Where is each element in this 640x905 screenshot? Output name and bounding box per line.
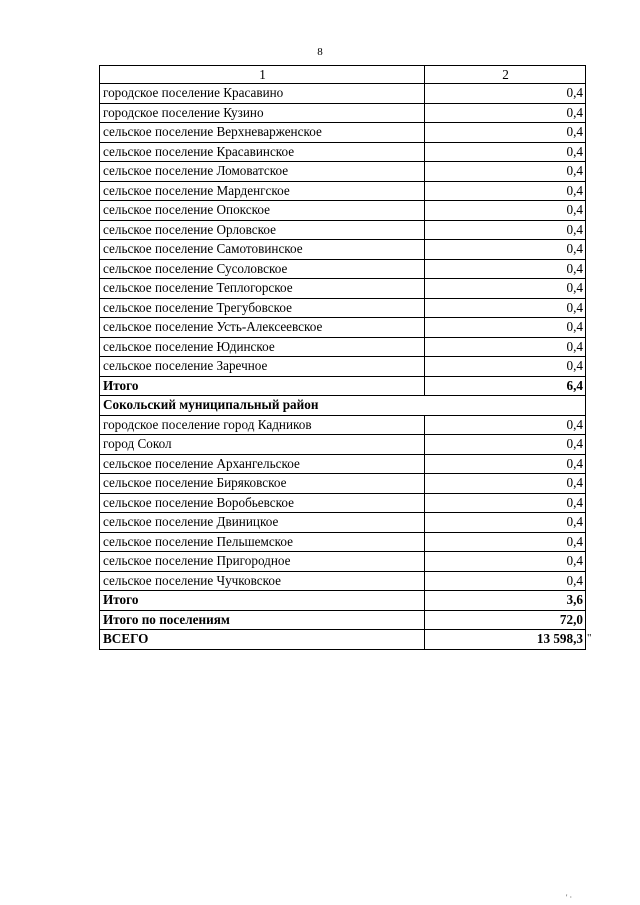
table-row xyxy=(100,142,586,162)
settlement-name-cell: сельское поселение Пригородное xyxy=(100,552,425,572)
settlement-name-cell: сельское поселение Теплогорское xyxy=(100,279,425,299)
amount-cell: 0,4 xyxy=(425,220,586,240)
amount-cell: 0,4 xyxy=(425,513,586,533)
amount-cell: 0,4 xyxy=(425,181,586,201)
table-row xyxy=(100,181,586,201)
amount-cell: 0,4 xyxy=(425,240,586,260)
table-row xyxy=(100,201,586,221)
settlement-name-cell: сельское поселение Ломоватское xyxy=(100,162,425,182)
settlement-name-cell: сельское поселение Воробьевское xyxy=(100,493,425,513)
settlement-name-cell: сельское поселение Заречное xyxy=(100,357,425,377)
table-row xyxy=(100,220,586,240)
settlement-name-cell: городское поселение город Кадников xyxy=(100,415,425,435)
table-row xyxy=(100,552,586,572)
table-row xyxy=(100,532,586,552)
settlement-name-cell: сельское поселение Сусоловское xyxy=(100,259,425,279)
column-header-2: 2 xyxy=(425,66,586,84)
settlement-name-cell: сельское поселение Двиницкое xyxy=(100,513,425,533)
amount-cell: 0,4 xyxy=(425,123,586,143)
table-row xyxy=(100,279,586,299)
settlement-name-cell: Итого xyxy=(100,376,425,396)
amount-cell: 0,4 xyxy=(425,415,586,435)
settlement-name-cell: сельское поселение Пельшемское xyxy=(100,532,425,552)
settlement-name-cell: сельское поселение Верхневарженское xyxy=(100,123,425,143)
amount-cell: 72,0 xyxy=(425,610,586,630)
amount-cell: 0,4 xyxy=(425,259,586,279)
amount-cell: 0,4 xyxy=(425,493,586,513)
table-row xyxy=(100,337,586,357)
amount-cell: 0,4 xyxy=(425,571,586,591)
table-row xyxy=(100,259,586,279)
total-row xyxy=(100,591,586,611)
amount-cell: 0,4 xyxy=(425,435,586,455)
amount-cell: 3,6 xyxy=(425,591,586,611)
closing-quote-mark: " xyxy=(587,632,592,644)
table-row xyxy=(100,513,586,533)
table-row xyxy=(100,493,586,513)
amount-cell: 0,4 xyxy=(425,162,586,182)
amount-cell: 0,4 xyxy=(425,298,586,318)
section-title: Сокольский муниципальный район xyxy=(100,396,586,416)
settlement-name-cell: сельское поселение Красавинское xyxy=(100,142,425,162)
amount-cell: 0,4 xyxy=(425,357,586,377)
settlement-name-cell: Итого по поселениям xyxy=(100,610,425,630)
settlement-name-cell: городское поселение Красавино xyxy=(100,84,425,104)
settlement-name-cell: город Сокол xyxy=(100,435,425,455)
page-number: 8 xyxy=(317,46,323,58)
table-row xyxy=(100,123,586,143)
column-header-1: 1 xyxy=(100,66,425,84)
settlement-name-cell: сельское поселение Усть-Алексеевское xyxy=(100,318,425,338)
settlement-name-cell: городское поселение Кузино xyxy=(100,103,425,123)
table-row xyxy=(100,162,586,182)
settlement-name-cell: Итого xyxy=(100,591,425,611)
table-body xyxy=(100,66,586,650)
amount-cell: 0,4 xyxy=(425,552,586,572)
settlement-name-cell: сельское поселение Чучковское xyxy=(100,571,425,591)
settlement-name-cell: ВСЕГО xyxy=(100,630,425,650)
table-row xyxy=(100,474,586,494)
table-row xyxy=(100,298,586,318)
settlement-name-cell: сельское поселение Юдинское xyxy=(100,337,425,357)
settlement-name-cell: сельское поселение Марденгское xyxy=(100,181,425,201)
total-row xyxy=(100,376,586,396)
table-row xyxy=(100,318,586,338)
amount-cell: 0,4 xyxy=(425,474,586,494)
table-row xyxy=(100,84,586,104)
amount-cell: 0,4 xyxy=(425,279,586,299)
amount-cell: 0,4 xyxy=(425,337,586,357)
total-row xyxy=(100,630,586,650)
amount-cell: 0,4 xyxy=(425,318,586,338)
table-row xyxy=(100,435,586,455)
settlement-name-cell: сельское поселение Архангельское xyxy=(100,454,425,474)
amount-cell: 6,4 xyxy=(425,376,586,396)
settlement-name-cell: сельское поселение Орловское xyxy=(100,220,425,240)
amount-cell: 0,4 xyxy=(425,142,586,162)
settlement-name-cell: сельское поселение Самотовинское xyxy=(100,240,425,260)
allocation-table xyxy=(99,65,586,650)
table-row xyxy=(100,357,586,377)
amount-cell: 0,4 xyxy=(425,84,586,104)
amount-cell: 0,4 xyxy=(425,103,586,123)
section-header-row xyxy=(100,396,586,416)
table-row xyxy=(100,454,586,474)
table-header-row xyxy=(100,66,586,84)
scan-corner-marks: ' · xyxy=(566,893,573,902)
amount-cell: 0,4 xyxy=(425,454,586,474)
total-row xyxy=(100,610,586,630)
amount-cell: 0,4 xyxy=(425,201,586,221)
table-row xyxy=(100,240,586,260)
amount-cell: 13 598,3 xyxy=(425,630,586,650)
table-row xyxy=(100,415,586,435)
amount-cell: 0,4 xyxy=(425,532,586,552)
settlement-name-cell: сельское поселение Трегубовское xyxy=(100,298,425,318)
settlement-name-cell: сельское поселение Биряковское xyxy=(100,474,425,494)
table-row xyxy=(100,571,586,591)
table-row xyxy=(100,103,586,123)
settlement-name-cell: сельское поселение Опокское xyxy=(100,201,425,221)
